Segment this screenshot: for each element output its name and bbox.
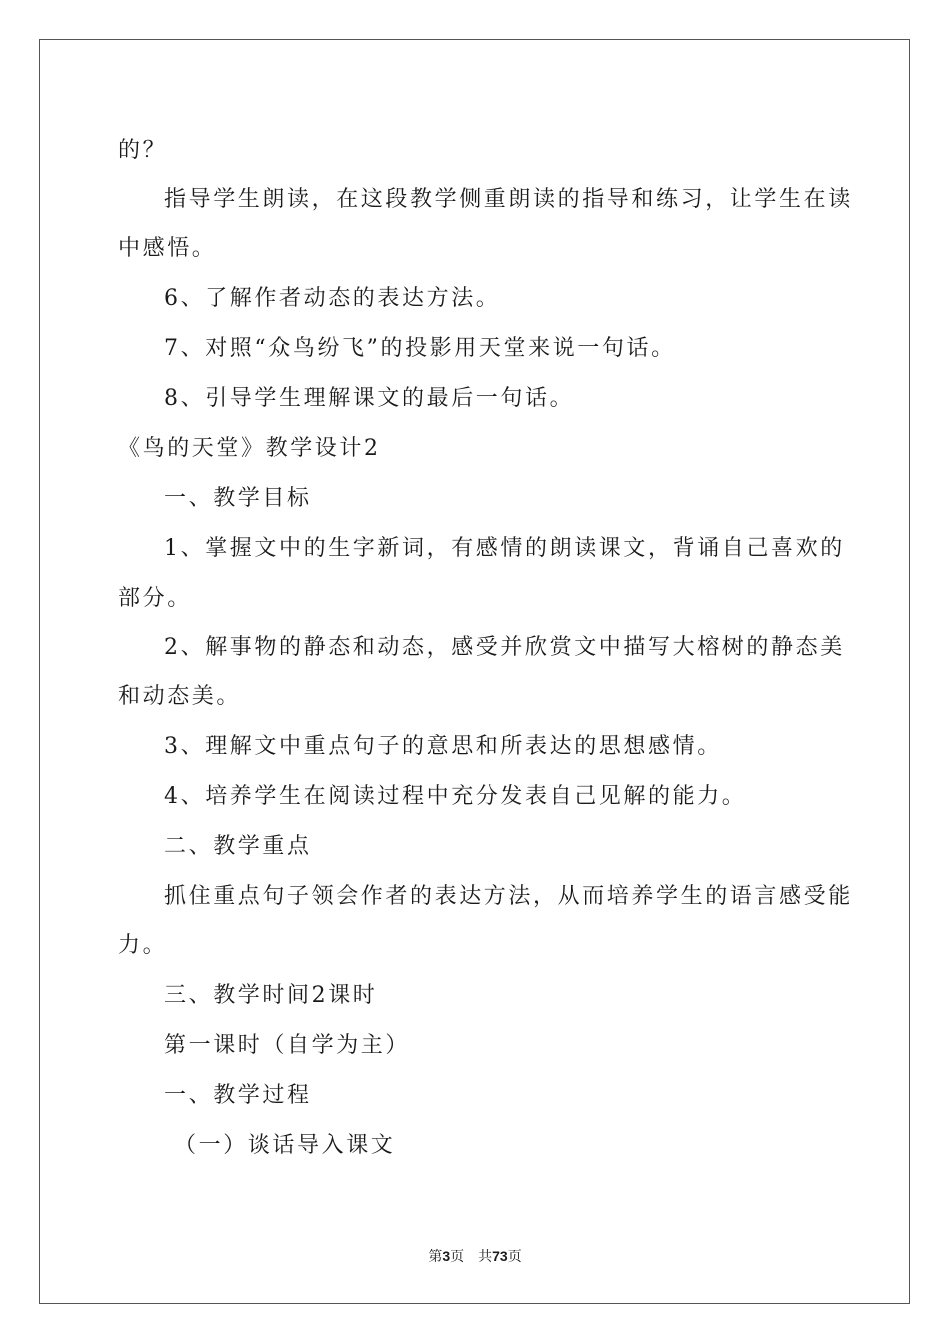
page-frame: [39, 39, 910, 1304]
paragraph-line: 部分。: [118, 586, 192, 611]
section-heading: 二、教学重点: [164, 834, 312, 859]
page-suffix: 页: [450, 1249, 465, 1265]
section-title: 《鸟的天堂》教学设计2: [118, 436, 381, 461]
paragraph-line: 力。: [118, 933, 168, 958]
list-item: 6、了解作者动态的表达方法。: [164, 286, 501, 311]
list-item: 2、解事物的静态和动态，感受并欣赏文中描写大榕树的静态美: [164, 635, 845, 660]
list-item: 3、理解文中重点句子的意思和所表达的思想感情。: [164, 734, 722, 759]
total-suffix: 页: [507, 1249, 522, 1265]
paragraph-line: 和动态美。: [118, 684, 242, 709]
subsection-heading: 第一课时（自学为主）: [164, 1033, 411, 1058]
list-item: 8、引导学生理解课文的最后一句话。: [164, 386, 575, 411]
paragraph-line: 的？: [118, 138, 168, 163]
list-item: 7、对照“众鸟纷飞”的投影用天堂来说一句话。: [164, 336, 676, 361]
list-item: 1、掌握文中的生字新词，有感情的朗读课文，背诵自己喜欢的: [164, 536, 845, 561]
paragraph-line: 抓住重点句子领会作者的表达方法，从而培养学生的语言感受能: [164, 884, 853, 909]
page-total: 73: [492, 1248, 508, 1264]
subsection-heading: （一）谈话导入课文: [174, 1133, 396, 1158]
section-heading: 一、教学过程: [164, 1083, 312, 1108]
list-item: 4、培养学生在阅读过程中充分发表自己见解的能力。: [164, 784, 747, 809]
page-current: 3: [442, 1248, 451, 1264]
paragraph-line: 指导学生朗读，在这段教学侧重朗读的指导和练习，让学生在读: [164, 187, 853, 212]
section-heading: 一、教学目标: [164, 486, 312, 511]
page-prefix: 第: [428, 1249, 443, 1265]
section-heading: 三、教学时间2课时: [164, 983, 378, 1008]
paragraph-line: 中感悟。: [118, 236, 217, 261]
total-prefix: 共: [478, 1249, 493, 1265]
page-footer: [0, 1246, 950, 1267]
